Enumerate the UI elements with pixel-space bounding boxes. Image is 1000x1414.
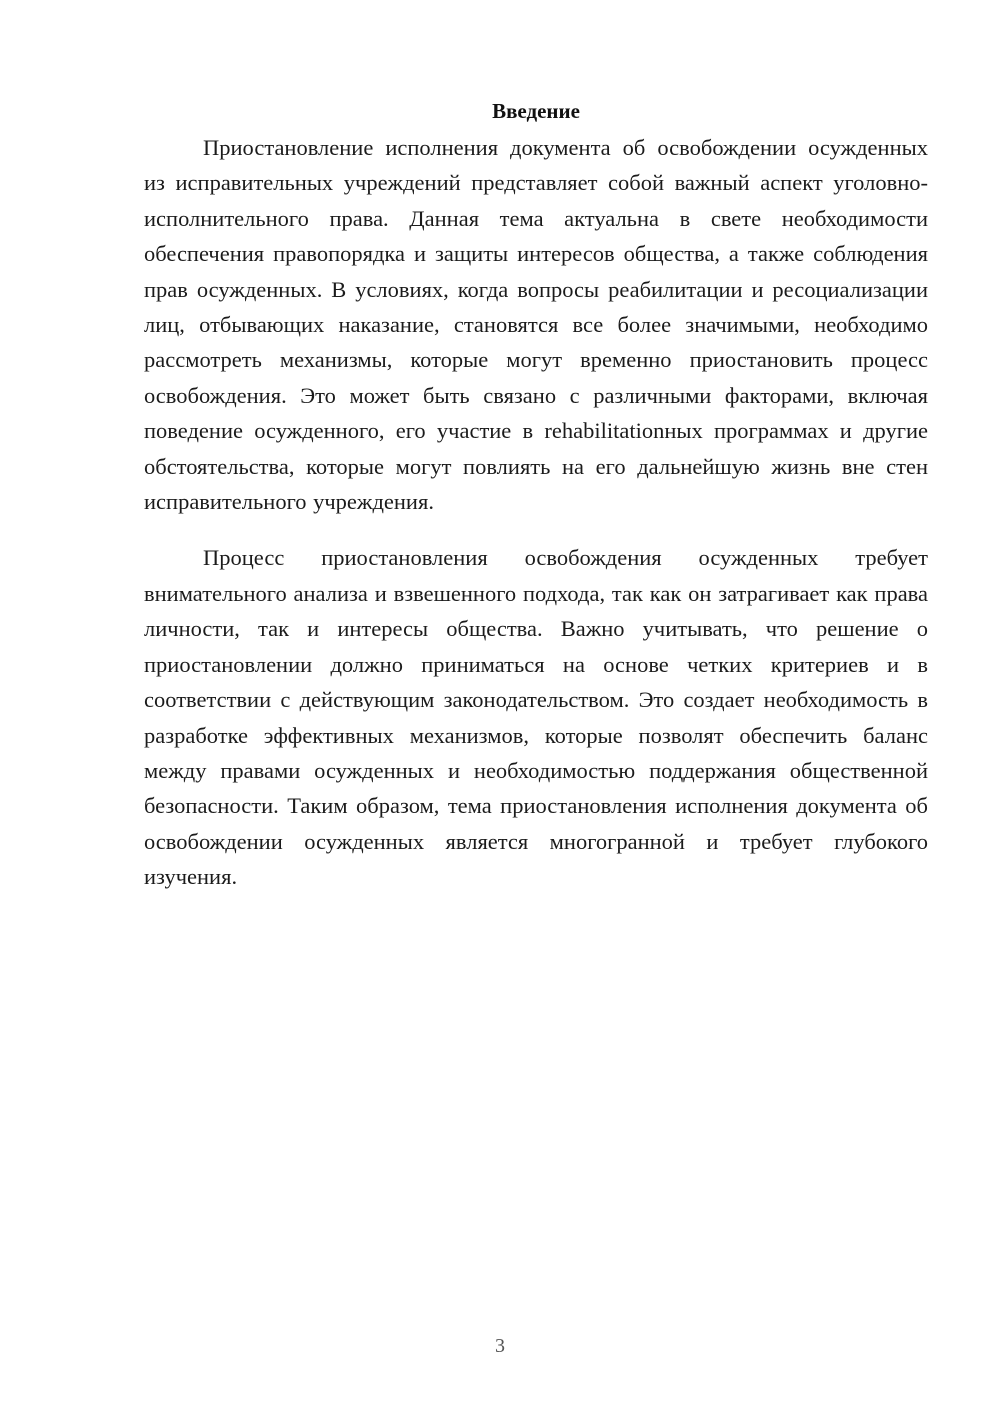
paragraph-1: Приостановление исполнения документа об освобождении осужденных из исправительных учреждений представляет собой важный аспект уголовно-исполнительного права. Данная тема актуальна в свете необходимости обеспечения правопорядка и защиты интересов общества, а также соблюдения прав осужденных. В условиях, когда вопросы реабилитации и ресоциализации лиц, отбывающих наказание, становятся все более значимыми, необходимо рассмотреть механизмы, которые могут временно приостановить процесс освобождения. Это может быть связано с различными факторами, включая поведение осужденного, его участие в rehabilitationных программах и другие обстоятельства, которые могут повлиять на его дальнейшую жизнь вне стен исправительного учреждения. xyxy=(144,135,928,515)
paragraph-2: Процесс приостановления освобождения осужденных требует внимательного анализа и взвешенного подхода, так как он затрагивает как права личности, так и интересы общества. Важно учитывать, что решение о приостановлении должно приниматься на основе четких критериев и в соответствии с действующим законодательством. Это создает необходимость в разработке эффективных механизмов, которые позволят обеспечить баланс между правами осужденных и необходимостью поддержания общественной безопасности. Таким образом, тема приостановления исполнения документа об освобождении осужденных является многогранной и требует глубокого изучения. xyxy=(144,545,928,890)
section-title: Введение xyxy=(492,99,580,123)
page-content xyxy=(144,96,928,895)
page-number: 3 xyxy=(495,1335,505,1357)
